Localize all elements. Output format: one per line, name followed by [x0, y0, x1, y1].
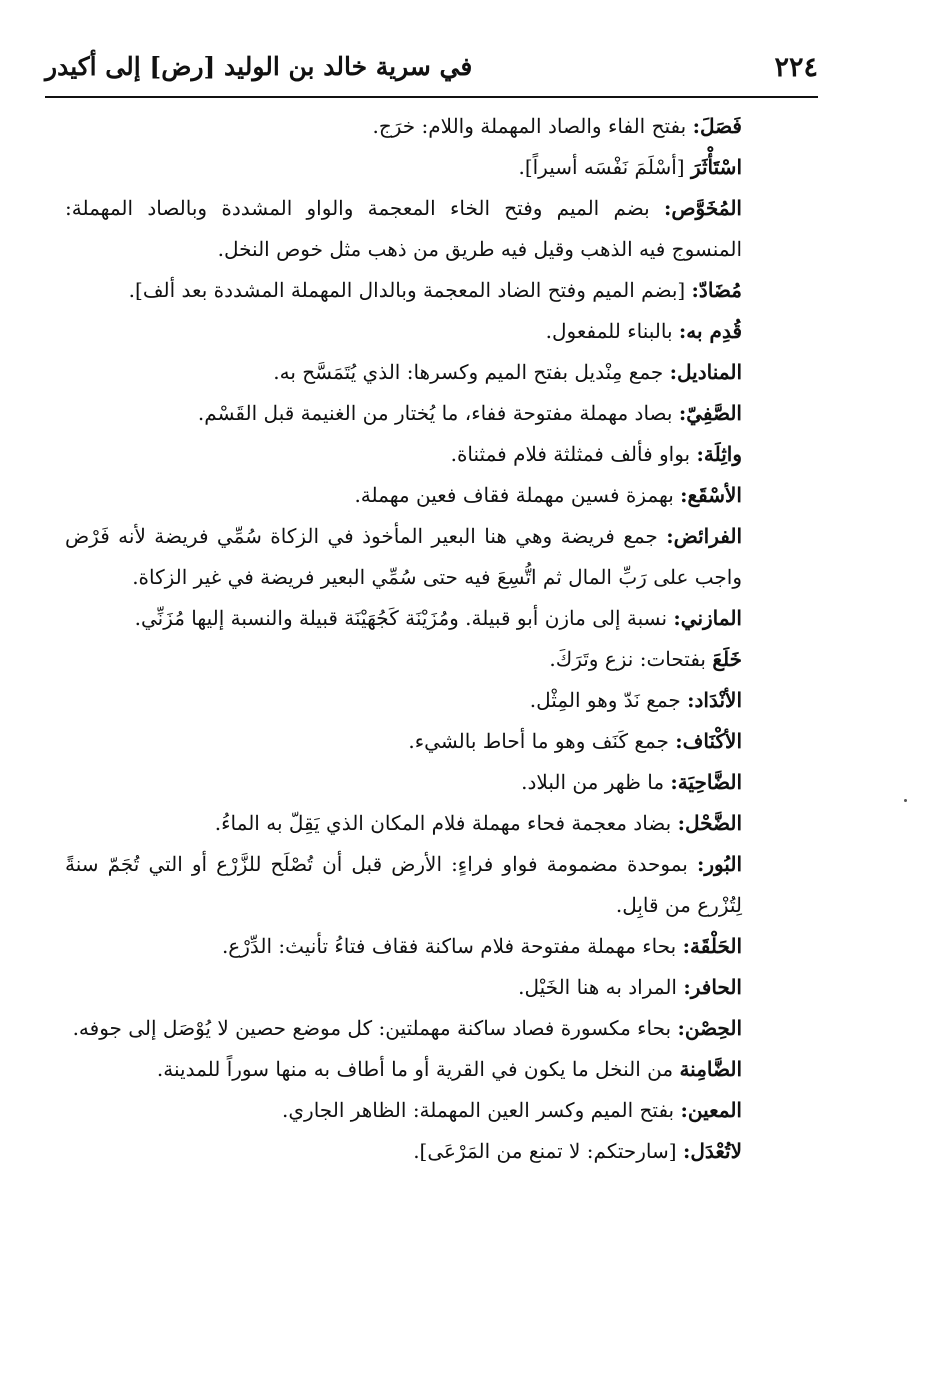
glossary-entry: [65, 1131, 808, 1172]
entry-definition: جمع مِنْديل بفتح الميم وكسرها: الذي يُتَمَسَّح به.: [273, 360, 670, 384]
glossary-entry: [65, 762, 808, 803]
glossary-entry: [65, 475, 808, 516]
entry-term: المعين:: [680, 1098, 742, 1122]
glossary-entry: [65, 967, 808, 1008]
entry-definition: جمع كَنَف وهو ما أحاط بالشيء.: [408, 729, 676, 753]
entry-term: فَصَلَ:: [692, 114, 742, 138]
entry-definition: بفتحات: نزع وتَرَكَ.: [549, 647, 713, 671]
entry-term: الفرائض:: [666, 524, 742, 548]
entry-definition: بضاد معجمة فحاء مهملة فلام المكان الذي يَقِلّ به الماءُ.: [214, 811, 678, 835]
entry-definition: بصاد مهملة مفتوحة ففاء، ما يُختار من الغنيمة قبل القَسْم.: [197, 401, 679, 425]
glossary-entry: [65, 270, 808, 311]
entry-definition: [سارحتكم: لا تمنع من المَرْعَى].: [413, 1139, 683, 1163]
entry-term: الحِصْن:: [677, 1016, 742, 1040]
glossary-entry: [65, 1008, 808, 1049]
glossary-entry: [65, 516, 808, 598]
header-rule: [45, 96, 818, 98]
entry-definition: بفتح الفاء والصاد المهملة واللام: خرَج.: [372, 114, 693, 138]
entry-term: خَلَعَ: [712, 647, 742, 671]
entry-term: المُخَوَّص:: [663, 196, 742, 220]
glossary-entry: [65, 434, 808, 475]
entry-definition: من النخل ما يكون في القرية أو ما أطاف به منها سوراً للمدينة.: [156, 1057, 680, 1081]
entry-definition: بحاء مكسورة فصاد ساكنة مهملتين: كل موضع حصين لا يُوْصَل إلى جوفه.: [72, 1016, 678, 1040]
entry-definition: بفتح الميم وكسر العين المهملة: الظاهر الجاري.: [282, 1098, 681, 1122]
entry-definition: جمع فريضة وهي هنا البعير المأخوذ في الزكاة سُمِّي فريضة لأنه فَرْض واجب على رَبِّ المال ثم اتُّسِعَ فيه حتى سُمِّي البعير فريضة في غير الزكاة.: [65, 524, 742, 589]
entry-definition: [أسْلَمَ نَفْسَه أسيراً].: [518, 155, 691, 179]
entry-term: البُور:: [696, 852, 742, 876]
entry-term: المناديل:: [669, 360, 742, 384]
glossary-entry: [65, 639, 808, 680]
running-title: في سرية خالد بن الوليد [رض] إلى أكيدر: [45, 52, 473, 81]
entry-definition: بموحدة مضمومة فواو فراءٍ: الأرض قبل أن تُصْلَح للزَّرْع أو التي تُجَمّ سنةً لِتُزْرع من قابِل.: [65, 852, 742, 917]
glossary-entry: [65, 926, 808, 967]
entry-definition: بحاء مهملة مفتوحة فلام ساكنة فقاف فتاءُ تأنيث: الدِّرْع.: [221, 934, 683, 958]
entry-term: لاتُعْدَل:: [682, 1139, 742, 1163]
glossary-entry: [65, 352, 808, 393]
glossary-entry: [65, 803, 808, 844]
glossary-entry: [65, 147, 808, 188]
glossary-entry: [65, 188, 808, 270]
entry-term: مُضَادّ:: [691, 278, 742, 302]
entry-term: المازني:: [673, 606, 742, 630]
entry-term: الحافر:: [683, 975, 742, 999]
glossary-entry: [65, 393, 808, 434]
entry-term: الأكْنَاف:: [675, 729, 742, 753]
glossary-entries: [65, 106, 808, 1172]
glossary-entry: [65, 598, 808, 639]
glossary-entry: [65, 311, 808, 352]
glossary-entry: [65, 721, 808, 762]
entry-definition: بواو فألف فمثلثة فلام فمثناة.: [450, 442, 697, 466]
entry-term: الأنْدَاد:: [687, 688, 742, 712]
entry-term: الأسْقَع:: [680, 483, 742, 507]
entry-term: الضَّامِنة: [679, 1057, 742, 1081]
entry-definition: بضم الميم وفتح الخاء المعجمة والواو المشددة وبالصاد المهملة: المنسوج فيه الذهب وقيل فيه طريق من ذهب مثل خوص النخل.: [65, 196, 742, 261]
glossary-entry: [65, 106, 808, 147]
entry-term: واثِلَة:: [696, 442, 742, 466]
entry-term: الصَّفِيّ:: [678, 401, 742, 425]
entry-term: قُدِم به:: [678, 319, 742, 343]
glossary-entry: [65, 1090, 808, 1131]
entry-definition: ما ظهر من البلاد.: [521, 770, 671, 794]
entry-term: اسْتَأْثَرَ: [690, 155, 742, 179]
glossary-entry: [65, 680, 808, 721]
entry-term: الحَلْقَة:: [682, 934, 742, 958]
entry-term: الضَّاحِيَة:: [670, 770, 742, 794]
entry-definition: بهمزة فسين مهملة فقاف فعين مهملة.: [354, 483, 681, 507]
page-number: ٢٢٤: [774, 52, 818, 83]
entry-definition: [بضم الميم وفتح الضاد المعجمة وبالدال المهملة المشددة بعد ألف].: [128, 278, 692, 302]
entry-definition: بالبناء للمفعول.: [545, 319, 679, 343]
entry-definition: المراد به هنا الخَيْل.: [518, 975, 684, 999]
glossary-entry: [65, 844, 808, 926]
entry-definition: نسبة إلى مازن أبو قبيلة. ومُزَيْنَة كَجُهَيْنَة قبيلة والنسبة إليها مُزَنِّي.: [134, 606, 674, 630]
glossary-entry: [65, 1049, 808, 1090]
page-header: [45, 52, 818, 96]
entry-definition: جمع نَدّ وهو المِثْل.: [529, 688, 688, 712]
margin-speck: [904, 799, 907, 802]
entry-term: الضَّحْل:: [677, 811, 742, 835]
